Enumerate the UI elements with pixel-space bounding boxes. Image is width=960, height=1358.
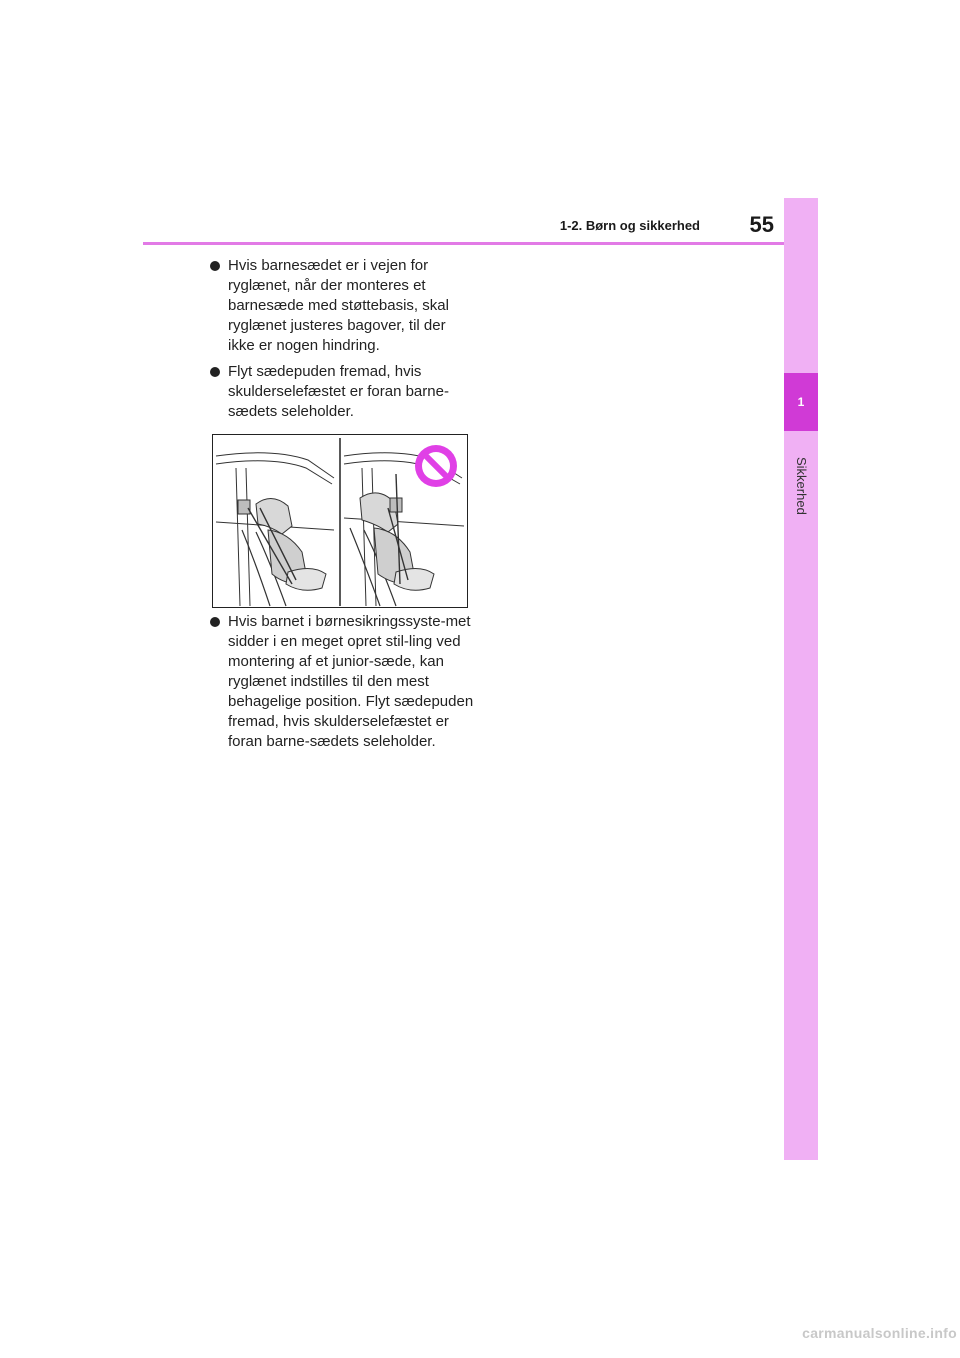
bullet-item-2: Flyt sædepuden fremad, hvis skulderselefæstet er foran barne-sædets seleholder. [228, 362, 474, 422]
chapter-label: Sikkerhed [794, 457, 809, 515]
chapter-side-tab [784, 198, 818, 1160]
footer-watermark: carmanualsonline.info [802, 1325, 957, 1341]
header-divider [143, 242, 784, 245]
page-number: 55 [749, 212, 774, 237]
prohibition-icon [415, 445, 457, 487]
section-title: 1-2. Børn og sikkerhed [559, 218, 700, 233]
child-seat-illustration [212, 434, 468, 608]
bullet-item-1: Hvis barnesædet er i vejen for ryglænet, når der monteres et barnesæde med støttebasis, skal ryglænet justeres bagover, til der ikke er nogen hindring. [228, 256, 474, 356]
chapter-number-badge: 1 [784, 373, 818, 431]
bullet-item-3: Hvis barnet i børnesikringssyste-met sidder i en meget opret stil-ling ved montering af et junior-sæde, kan ryglænet indstilles til den mest behagelige position. Flyt sædepuden fremad, hvis skulderselefæstet er foran barne-sædets seleholder. [228, 613, 474, 750]
